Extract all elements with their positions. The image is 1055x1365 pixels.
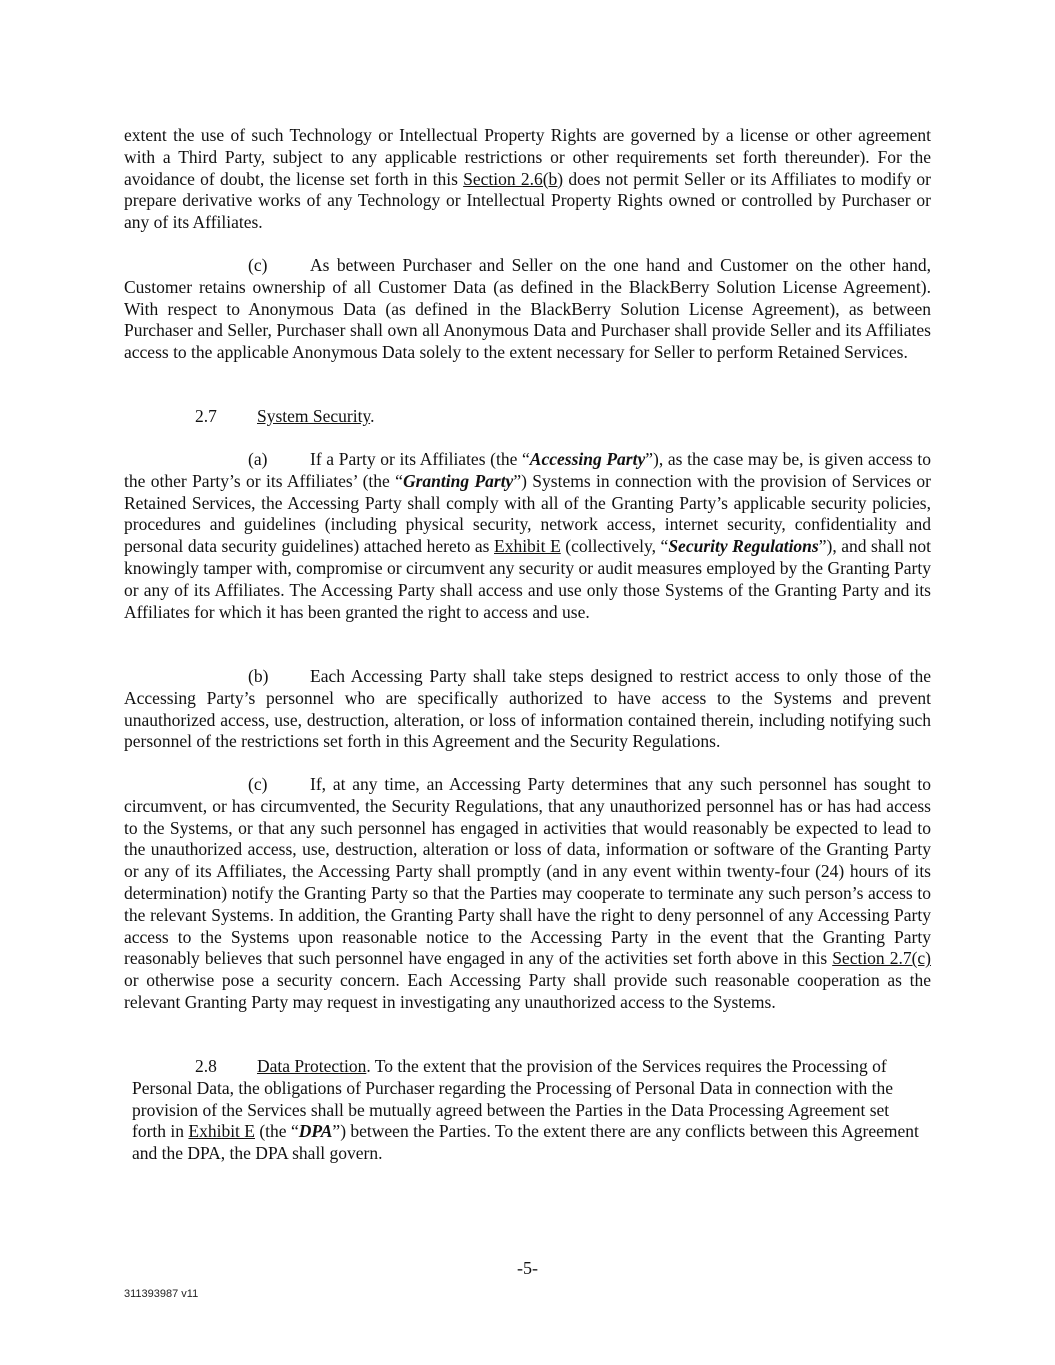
exhibit-reference: Exhibit E	[188, 1121, 255, 1142]
paragraph-text: As between Purchaser and Seller on the one hand and Customer on the other hand, Customer retains ownership of all Customer Data (as defined in the BlackBerry Solution License Agreement). With respect to Anonymous Data (as defined in the BlackBerry Solution License Agreement), as between Purchaser and Seller, Purchaser shall own all Anonymous Data and Purchaser shall provide Seller and its Affiliates access to the applicable Anonymous Data solely to the extent necessary for Seller to perform Retained Services.	[124, 255, 931, 363]
paragraph-text: does not permit Seller or its Affiliates to modify or prepare derivative works of any Technology or Intellectual Property Rights owned or controlled by Purchaser or any of its Affiliates.	[124, 168, 931, 233]
section-number: 2.7	[195, 406, 217, 426]
clause-number: (c)	[248, 774, 268, 794]
section-reference-2-7c: Section 2.7(c)	[832, 948, 931, 969]
paragraph-2-7b	[124, 666, 931, 753]
clause-number: (b)	[248, 666, 269, 686]
paragraph-text: ”) between the Parties. To the extent there are any conflicts between this Agreement and the DPA, the DPA shall govern.	[132, 1121, 919, 1164]
paragraph-text: ”) Systems in connection with the provision of Services or Retained Services, the Accessing Party shall comply with all of the Granting Party’s applicable security policies, procedures and guidelines (including physical security, network access, internet security, confidentiality and personal data security guidelines) attached hereto as	[124, 470, 931, 557]
exhibit-reference: Exhibit E	[494, 536, 561, 557]
paragraph-text: . To the extent that the provision of the Services requires the Processing of Personal Data, the obligations of Purchaser regarding the Processing of Personal Data in connection with the provision of the Services shall be mutually agreed between the Parties in the Data Processing Agreement set forth in	[132, 1056, 894, 1142]
paragraph-text: (the “	[254, 1121, 299, 1142]
defined-term-security-regulations: Security Regulations	[668, 536, 819, 557]
defined-term-accessing-party: Accessing Party	[529, 449, 646, 469]
paragraph-continuation	[124, 125, 931, 234]
clause-number: (a)	[248, 449, 268, 469]
paragraph-text: extent the use of such Technology or Intellectual Property Rights are governed by a license or other agreement with a Third Party, subject to any applicable restrictions or other requirements set forth thereunder). For the avoidance of doubt, the license set forth in this	[124, 125, 931, 189]
defined-term-dpa: DPA	[298, 1121, 333, 1142]
paragraph-2-8	[132, 1056, 922, 1165]
paragraph-2-7a	[124, 449, 931, 623]
section-title-period: .	[370, 406, 375, 426]
paragraph-text: If, at any time, an Accessing Party determines that any such personnel has sought to circumvent, or has circumvented, the Security Regulations, that any unauthorized personnel has or has had access to the Systems, or that any such personnel has engaged in activities that would reasonably be expected to lead to the unauthorized access, use, destruction, alteration or loss of data, information or software of the Granting Party or any of its Affiliates, the Accessing Party shall promptly (and in any event within twenty-four (24) hours of its determination) notify the Granting Party so that the Parties may cooperate to terminate any such person’s access to the relevant Systems. In addition, the Granting Party shall have the right to deny personnel of any Accessing Party access to the Systems upon reasonable notice to the Accessing Party in the event that the Granting Party reasonably believes that such personnel have engaged in any of the activities set forth above in this	[124, 774, 931, 969]
section-reference-2-6b: Section 2.6(b)	[463, 168, 564, 189]
paragraph-text: Each Accessing Party shall take steps designed to restrict access to only those of the Accessing Party’s personnel who are specifically authorized to have access to the Systems and prevent unauthorized access, use, destruction, alteration, or loss of information contained therein, including notifying such personnel of the restrictions set forth in this Agreement and the Security Regulations.	[124, 666, 931, 752]
paragraph-text: ”), as the case may be, is given access to the other Party’s or its Affiliates’ (the “	[124, 449, 931, 491]
paragraph-text: If a Party or its Affiliates (the “	[310, 449, 530, 469]
page-number: -5-	[517, 1258, 538, 1278]
paragraph-text: or otherwise pose a security concern. Each Accessing Party shall provide such reasonable cooperation as the relevant Granting Party may request in investigating any unauthorized access to the Systems.	[124, 970, 931, 1012]
defined-term-granting-party: Granting Party	[402, 470, 514, 491]
section-title: System Security	[257, 406, 371, 426]
clause-number: (c)	[248, 255, 268, 275]
paragraph-text: ”), and shall not knowingly tamper with, compromise or circumvent any security or audit measures employed by the Granting Party or any of its Affiliates. The Accessing Party shall access and use only those Systems of the Granting Party and its Affiliates for which it has been granted the right to access and use.	[124, 536, 932, 622]
paragraph-text: (collectively, “	[560, 536, 669, 557]
section-heading-2-7	[124, 406, 931, 428]
section-title: Data Protection	[257, 1056, 367, 1076]
paragraph-2-6c	[124, 255, 931, 364]
section-number: 2.8	[195, 1056, 217, 1076]
paragraph-2-7c	[124, 774, 931, 1014]
document-id: 311393987 v11	[124, 1288, 199, 1300]
